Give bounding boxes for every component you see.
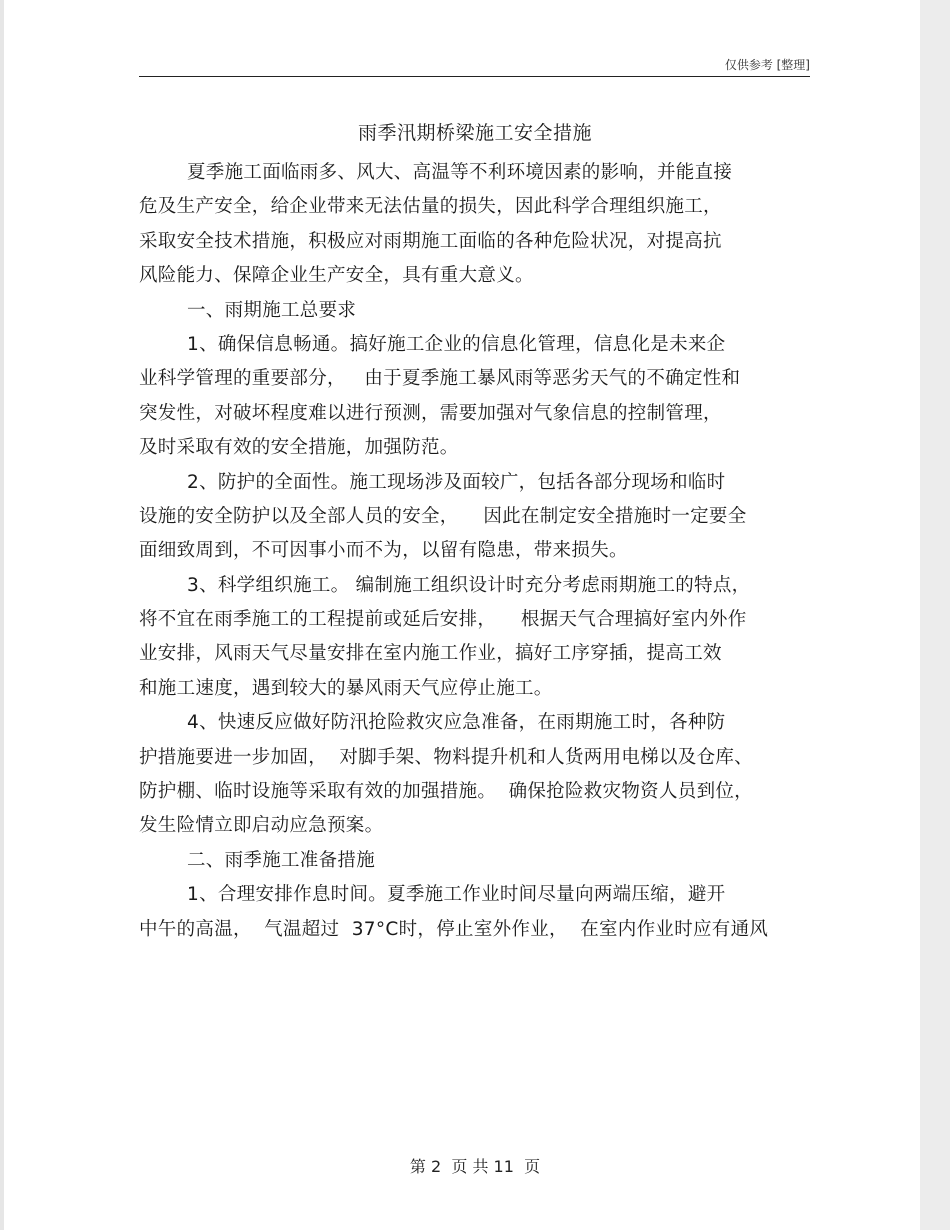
body-text xyxy=(139,156,811,947)
text-line: 1、合理安排作息时间。夏季施工作业时间尽量向两端压缩，避开 xyxy=(187,884,726,906)
text-line: 和施工速度，遇到较大的暴风雨天气应停止施工。 xyxy=(139,677,553,699)
text-line: 面细致周到，不可因事小而不为，以留有隐患，带来损失。 xyxy=(139,540,628,562)
text-line: 及时采取有效的安全措施，加强防范。 xyxy=(139,437,459,459)
text-line: 二、雨季施工准备措施 xyxy=(187,849,376,871)
text-line: 一、雨期施工总要求 xyxy=(187,299,357,321)
text-line: 4、快速反应做好防汛抢险救灾应急准备，在雨期施工时，各种防 xyxy=(187,712,726,734)
text-line: 将不宜在雨季施工的工程提前或延后安排， 根据天气合理搞好室内外作 xyxy=(139,609,747,631)
page-footer: 第 2 页 共 11 页 xyxy=(409,1157,541,1176)
text-line: 夏季施工面临雨多、风大、高温等不利环境因素的影响，并能直接 xyxy=(187,162,733,183)
text-line: 风险能力、保障企业生产安全，具有重大意义。 xyxy=(139,265,534,287)
text-line: 业安排，风雨天气尽量安排在室内施工作业，搞好工序穿插，提高工效 xyxy=(139,643,722,665)
header-rule xyxy=(139,76,810,77)
page-edge-right xyxy=(920,0,950,1230)
text-line: 危及生产安全，给企业带来无法估量的损失，因此科学合理组织施工， xyxy=(139,196,722,218)
page-header-text: 仅供参考 [整理] xyxy=(724,58,810,72)
text-line: 设施的安全防护以及全部人员的安全， 因此在制定安全措施时一定要全 xyxy=(139,505,747,527)
text-line: 护措施要进一步加固， 对脚手架、物料提升机和人货两用电梯以及仓库、 xyxy=(139,746,753,768)
text-line: 发生险情立即启动应急预案。 xyxy=(139,815,384,837)
text-line: 采取安全技术措施，积极应对雨期施工面临的各种危险状况，对提高抗 xyxy=(139,230,722,252)
text-line: 防护棚、临时设施等采取有效的加强措施。 确保抢险救灾物资人员到位， xyxy=(139,781,753,803)
page-edge-left xyxy=(0,0,4,1230)
text-line: 突发性，对破坏程度难以进行预测，需要加强对气象信息的控制管理， xyxy=(139,402,722,424)
text-line: 中午的高温， 气温超过 37°C时，停止室外作业， 在室内作业时应有通风 xyxy=(139,918,769,940)
text-line: 2、防护的全面性。施工现场涉及面较广，包括各部分现场和临时 xyxy=(187,471,726,493)
text-line: 1、确保信息畅通。搞好施工企业的信息化管理，信息化是未来企 xyxy=(187,333,726,355)
text-line: 业科学管理的重要部分， 由于夏季施工暴风雨等恶劣天气的不确定性和 xyxy=(139,368,741,390)
document-title: 雨季汛期桥梁施工安全措施 xyxy=(357,122,592,144)
text-line: 3、科学组织施工。 编制施工组织设计时充分考虑雨期施工的特点， xyxy=(187,574,751,596)
